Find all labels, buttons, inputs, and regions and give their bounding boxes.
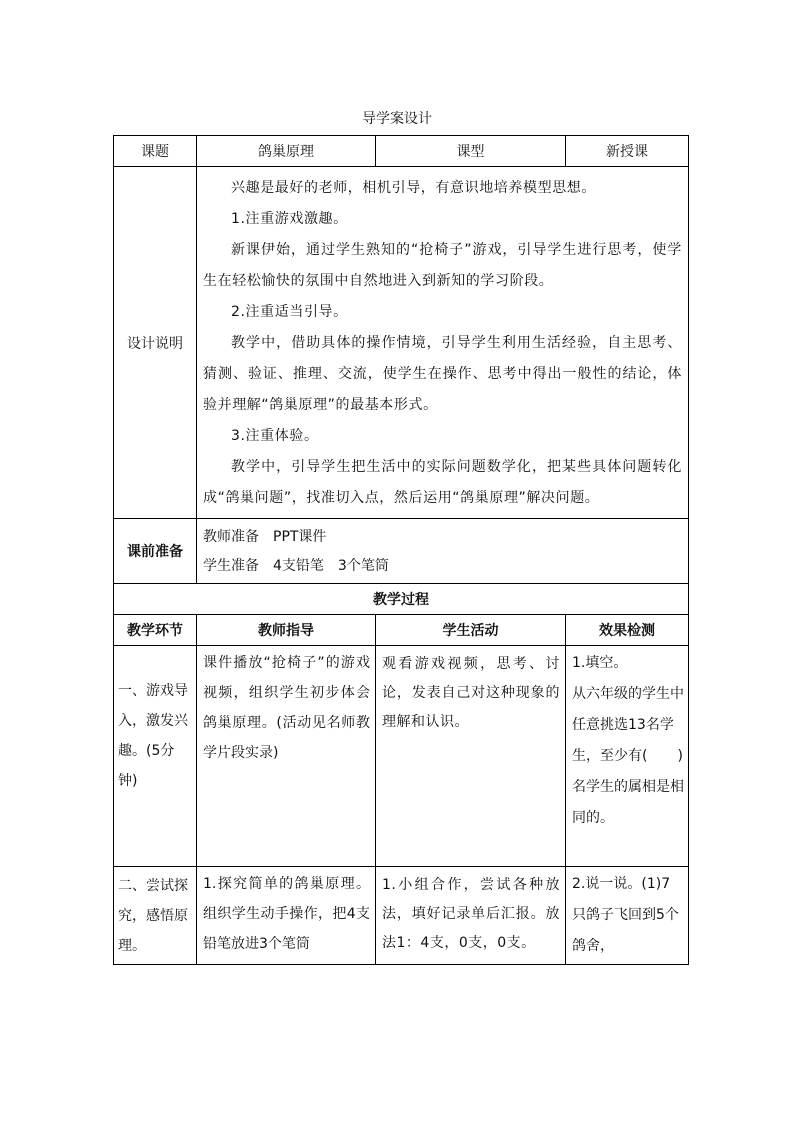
design-paragraph: 兴趣是最好的老师，相机引导，有意识地培养模型思想。 [231,180,596,196]
student-activity: 1.小组合作，尝试各种放法，填好记录单后汇报。放法1：4支，0支，0支。 [376,867,566,965]
design-notes [197,167,689,519]
step-label: 二、尝试探究，感悟原理。 [114,867,197,965]
design-label: 设计说明 [114,167,197,519]
design-paragraph: 3.注重体验。 [231,428,319,444]
prep-content [197,519,689,584]
design-row [114,167,689,519]
step-label: 一、游戏导入，激发兴趣。(5分钟) [114,646,197,867]
process-title: 教学过程 [114,584,689,615]
header-row [114,136,689,167]
topic-value: 鸽巢原理 [197,136,376,167]
design-paragraph: 新课伊始，通过学生熟知的“抢椅子”游戏，引导学生进行思考，使学生在轻松愉快的氛围中自然地进入到新知的学习阶段。 [203,242,682,289]
column-header: 教师指导 [197,615,376,646]
process-row [114,646,689,867]
design-paragraph: 1.注重游戏激趣。 [231,211,348,227]
column-header: 效果检测 [566,615,689,646]
effect-check: 2.说一说。(1)7只鸽子飞回到5个鸽舍， [566,867,689,965]
effect-text: 从六年级的学生中任意挑选13名学生，至少有( [572,686,684,764]
design-paragraph: 教学中，借助具体的操作情境，引导学生利用生活经验，自主思考、猜测、验证、推理、交流，使学生在操作、思考中得出一般性的结论，体验并理解“鸽巢原理”的最基本形式。 [203,335,682,413]
column-header: 学生活动 [376,615,566,646]
process-row [114,867,689,965]
effect-heading: 1.填空。 [572,655,628,671]
student-activity: 观看游戏视频，思考、讨论，发表自己对这种现象的理解和认识。 [376,646,566,867]
student-prep: 学生准备 4支铅笔 3个笔筒 [203,558,389,574]
lesson-plan-table [113,135,689,965]
teacher-guidance: 1.探究简单的鸽巢原理。组织学生动手操作，把4支铅笔放进3个笔筒 [197,867,376,965]
design-paragraph: 教学中，引导学生把生活中的实际问题数学化，把某些具体问题转化成“鸽巢问题”，找准切入点，然后运用“鸽巢原理”解决问题。 [203,459,682,506]
prep-label: 课前准备 [114,519,197,584]
type-value: 新授课 [566,136,689,167]
process-title-row [114,584,689,615]
prep-row [114,519,689,584]
document-title: 导学案设计 [362,111,432,127]
teacher-guidance: 课件播放“抢椅子”的游戏视频，组织学生初步体会鸽巢原理。(活动见名师教学片段实录) [197,646,376,867]
design-paragraph: 2.注重适当引导。 [231,304,348,320]
effect-check [566,646,689,867]
effect-text: )名学生的属相是相同的。 [572,748,684,826]
type-label: 课型 [376,136,566,167]
topic-label: 课题 [114,136,197,167]
column-header: 教学环节 [114,615,197,646]
process-header-row [114,615,689,646]
teacher-prep: 教师准备 PPT课件 [203,529,327,545]
